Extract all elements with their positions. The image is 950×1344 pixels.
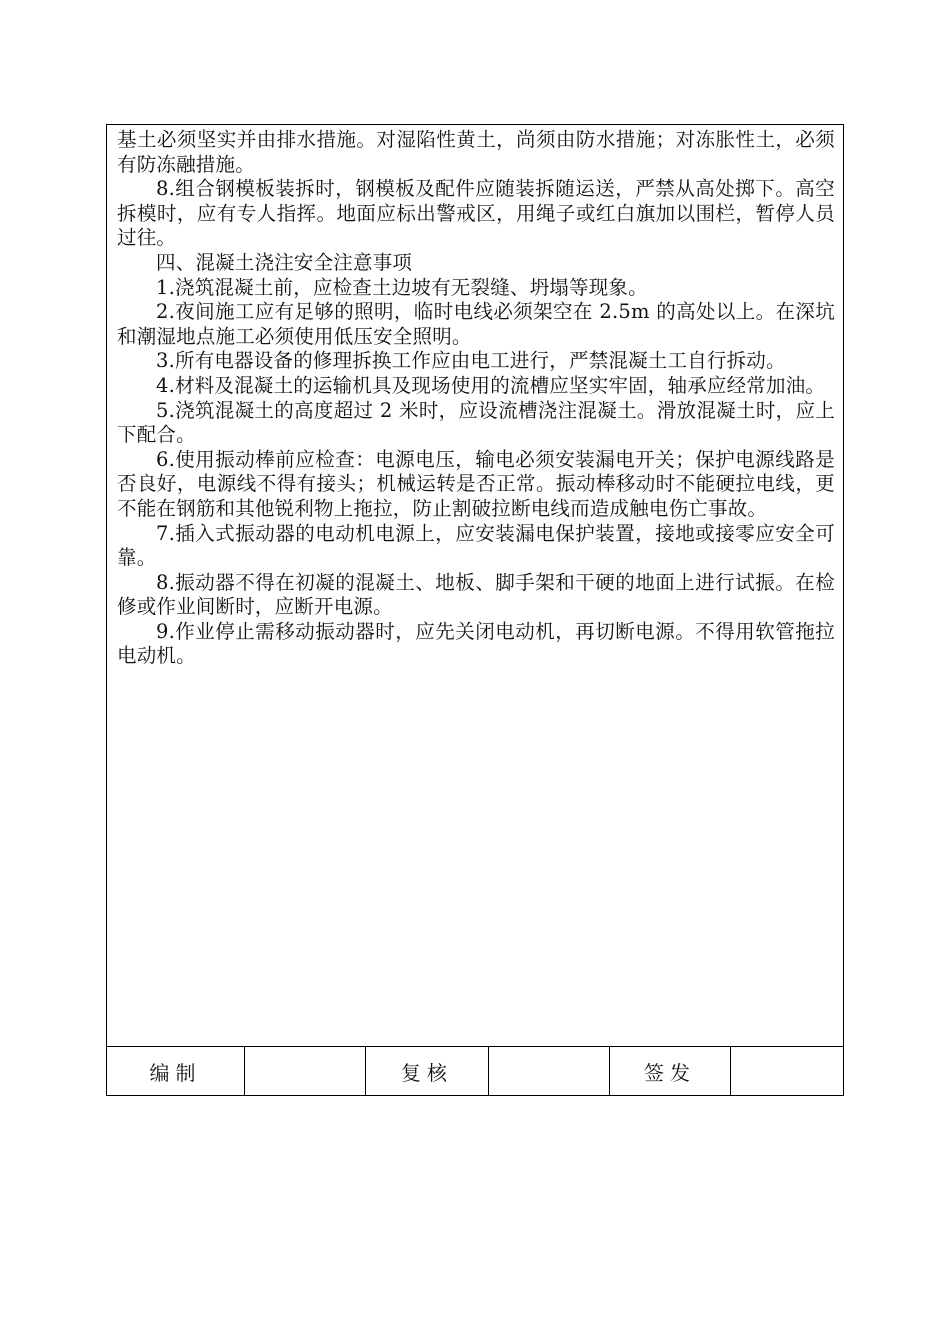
paragraph-6: 4.材料及混凝土的运输机具及现场使用的流槽应坚实牢固，轴承应经常加油。 (156, 373, 826, 397)
compile-field[interactable] (245, 1047, 366, 1095)
paragraph-5: 3.所有电器设备的修理拆换工作应由电工进行，严禁混凝土工自行拆动。 (156, 349, 786, 373)
issue-field[interactable] (731, 1047, 843, 1095)
paragraph-9: 7.插入式振动器的电动机电源上，应安装漏电保护装置，接地或接零应安全可靠。 (117, 521, 835, 570)
paragraph-0: 基土必须坚实并由排水措施。对湿陷性黄土，尚须由防水措施；对冻胀性土，必须有防冻融措施。 (117, 128, 835, 176)
paragraph-7: 5.浇筑混凝土的高度超过 2 米时，应设流槽浇注混凝土。滑放混凝土时，应上下配合。 (117, 398, 835, 447)
review-label: 复核 (366, 1047, 489, 1095)
signature-row (107, 1047, 843, 1095)
paragraph-11: 9.作业停止需移动振动器时，应先关闭电动机，再切断电源。不得用软管拖拉电动机。 (117, 619, 835, 668)
paragraph-10: 8.振动器不得在初凝的混凝土、地板、脚手架和干硬的地面上进行试振。在检修或作业间断时，应断开电源。 (117, 570, 835, 619)
paragraph-8: 6.使用振动棒前应检查：电源电压，输电必须安装漏电开关；保护电源线路是否良好，电源线不得有接头；机械运转是否正常。振动棒移动时不能硬拉电线，更不能在钢筋和其他锐利物上拖拉，防止割破拉断电线而造成触电伤亡事故。 (117, 447, 835, 520)
document-table (106, 124, 844, 1096)
content-cell (107, 125, 843, 1047)
paragraph-4: 2.夜间施工应有足够的照明，临时电线必须架空在 2.5m 的高处以上。在深坑和潮湿地点施工必须使用低压安全照明。 (117, 300, 835, 348)
paragraph-3: 1.浇筑混凝土前，应检查土边坡有无裂缝、坍塌等现象。 (156, 275, 648, 299)
review-field[interactable] (489, 1047, 610, 1095)
paragraph-1: 8.组合钢模板装拆时，钢模板及配件应随装拆随运送，严禁从高处掷下。高空拆模时，应有专人指挥。地面应标出警戒区，用绳子或红白旗加以围栏，暂停人员过往。 (117, 177, 835, 250)
compile-label: 编制 (107, 1047, 245, 1095)
section-heading: 四、混凝土浇注安全注意事项 (156, 250, 413, 274)
issue-label: 签发 (610, 1047, 731, 1095)
